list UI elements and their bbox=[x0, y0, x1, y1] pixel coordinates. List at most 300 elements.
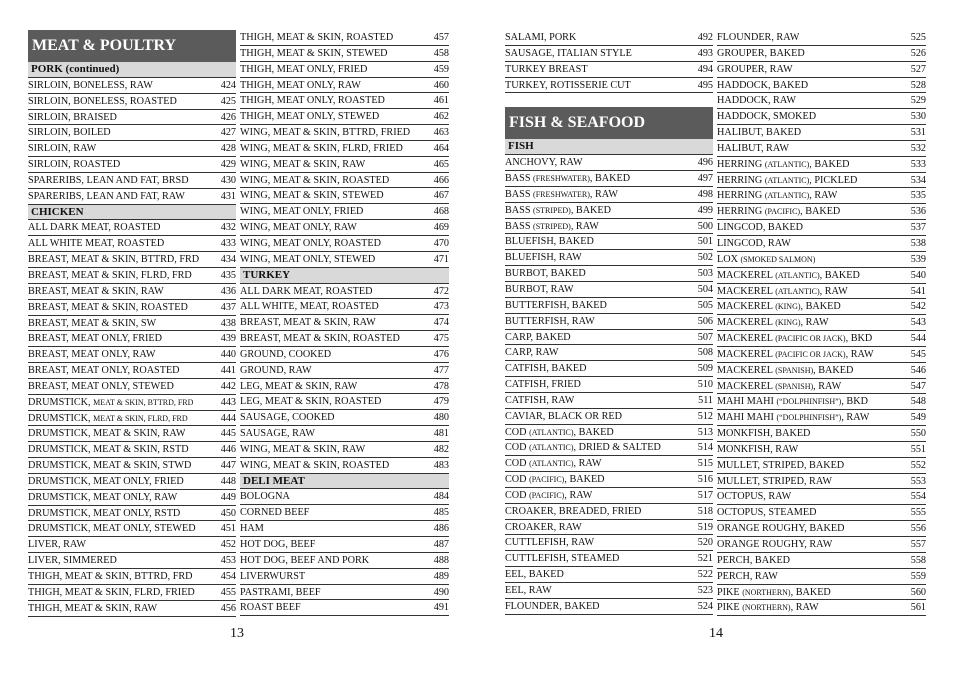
food-row bbox=[240, 553, 449, 569]
food-code: 499 bbox=[697, 204, 713, 216]
food-code: 518 bbox=[697, 505, 713, 517]
food-name-text: HERRING bbox=[717, 174, 765, 186]
food-name-text: BURBOT, RAW bbox=[505, 283, 574, 295]
food-name-qualifier: MEAT & SKIN, FLRD, FRD bbox=[93, 413, 188, 423]
food-code: 475 bbox=[433, 333, 449, 345]
food-name bbox=[28, 363, 180, 378]
food-name-tail: , BAKED bbox=[809, 158, 850, 170]
food-code: 506 bbox=[697, 315, 713, 327]
food-code: 447 bbox=[220, 460, 236, 472]
food-code: 530 bbox=[910, 111, 926, 123]
food-row bbox=[717, 125, 926, 141]
food-name bbox=[28, 521, 196, 536]
food-row bbox=[717, 173, 926, 189]
food-code: 553 bbox=[910, 475, 926, 487]
food-name-text: LINGCOD, BAKED bbox=[717, 222, 804, 234]
food-name bbox=[240, 521, 264, 536]
food-row bbox=[717, 585, 926, 601]
food-row bbox=[717, 315, 926, 331]
food-name-text: HAM bbox=[240, 523, 264, 535]
food-code: 511 bbox=[698, 394, 713, 406]
food-name bbox=[240, 442, 365, 457]
column-1 bbox=[28, 30, 236, 617]
food-name-text: LEG, MEAT & SKIN, ROASTED bbox=[240, 396, 382, 408]
food-row bbox=[505, 520, 713, 536]
food-name-text: SPARERIBS, LEAN AND FAT, RAW bbox=[28, 190, 185, 202]
food-name bbox=[505, 46, 632, 61]
food-row bbox=[240, 505, 449, 521]
food-row bbox=[505, 298, 713, 314]
food-name-text: MACKEREL bbox=[717, 348, 776, 360]
food-code: 434 bbox=[220, 254, 236, 266]
food-row bbox=[240, 125, 449, 141]
food-row bbox=[28, 268, 236, 284]
food-code: 545 bbox=[910, 348, 926, 360]
food-code: 502 bbox=[697, 252, 713, 264]
food-name-text: HERRING bbox=[717, 190, 765, 202]
food-name-text: COD bbox=[505, 442, 530, 454]
food-name-text: SIRLOIN, BONELESS, ROASTED bbox=[28, 95, 177, 107]
food-name-text: PIKE bbox=[717, 586, 743, 598]
food-row bbox=[717, 474, 926, 490]
food-name-text: SAUSAGE, ITALIAN STYLE bbox=[505, 47, 632, 59]
food-code: 554 bbox=[910, 491, 926, 503]
food-row bbox=[240, 347, 449, 363]
food-code: 441 bbox=[220, 365, 236, 377]
food-name-qualifier: (ATLANTIC) bbox=[764, 191, 810, 201]
food-row bbox=[505, 250, 713, 266]
food-code: 461 bbox=[433, 95, 449, 107]
food-name-text: BREAST, MEAT & SKIN, RAW bbox=[240, 317, 376, 329]
food-name-qualifier: (PACIFIC) bbox=[529, 490, 565, 500]
food-name-text: EEL, BAKED bbox=[505, 569, 564, 581]
food-name-qualifier: (NORTHERN) bbox=[742, 587, 791, 597]
food-code: 430 bbox=[220, 174, 236, 186]
food-code: 452 bbox=[220, 539, 236, 551]
food-code: 458 bbox=[433, 47, 449, 59]
food-name-text: SPARERIBS, LEAN AND FAT, BRSD bbox=[28, 174, 189, 186]
food-name-text: SIRLOIN, BONELESS, RAW bbox=[28, 79, 153, 91]
food-code: 464 bbox=[433, 142, 449, 154]
food-code: 505 bbox=[697, 299, 713, 311]
food-code: 473 bbox=[433, 301, 449, 313]
food-name bbox=[240, 331, 400, 346]
food-name-qualifier: (KING) bbox=[775, 318, 801, 328]
food-row bbox=[505, 472, 713, 488]
food-code: 550 bbox=[910, 428, 926, 440]
food-code: 512 bbox=[697, 410, 713, 422]
food-row bbox=[717, 505, 926, 521]
food-name-text: DRUMSTICK, MEAT & SKIN, RSTD bbox=[28, 444, 189, 456]
food-code: 474 bbox=[433, 317, 449, 329]
food-code: 524 bbox=[697, 600, 713, 612]
food-code: 463 bbox=[433, 127, 449, 139]
food-name-qualifier: (“DOLPHINFISH”) bbox=[776, 397, 842, 407]
food-name-text: ALL WHITE MEAT, ROASTED bbox=[28, 238, 165, 250]
food-row bbox=[240, 379, 449, 395]
food-name-text: DRUMSTICK, bbox=[28, 396, 94, 408]
food-name bbox=[28, 173, 189, 188]
food-code: 529 bbox=[910, 95, 926, 107]
food-row bbox=[717, 109, 926, 125]
food-name-text: THIGH, MEAT & SKIN, BTTRD, FRD bbox=[28, 571, 193, 582]
food-name bbox=[505, 330, 571, 345]
food-name-text: MACKEREL bbox=[717, 333, 776, 345]
food-name-text: MULLET, STRIPED, RAW bbox=[717, 475, 833, 487]
food-name bbox=[505, 250, 582, 265]
food-name bbox=[240, 458, 389, 473]
food-row bbox=[240, 188, 449, 204]
food-code: 435 bbox=[220, 269, 236, 281]
food-name-text: MACKEREL bbox=[717, 301, 776, 313]
food-name bbox=[28, 569, 193, 584]
food-name bbox=[28, 220, 160, 235]
food-row bbox=[28, 458, 236, 474]
food-code: 543 bbox=[910, 317, 926, 329]
food-name bbox=[240, 299, 379, 314]
food-name bbox=[505, 425, 614, 440]
food-name bbox=[717, 93, 796, 108]
food-name bbox=[28, 252, 199, 267]
food-name bbox=[240, 204, 363, 219]
food-name bbox=[505, 62, 588, 77]
food-name bbox=[28, 585, 195, 600]
food-row bbox=[28, 316, 236, 332]
food-name bbox=[505, 440, 661, 455]
food-name bbox=[717, 394, 868, 409]
food-name-text: MONKFISH, BAKED bbox=[717, 428, 811, 440]
food-name-tail: , BAKED bbox=[813, 364, 854, 376]
food-row bbox=[28, 284, 236, 300]
food-code: 457 bbox=[433, 32, 449, 43]
food-name-tail: , BAKED bbox=[819, 269, 860, 281]
food-row bbox=[717, 93, 926, 109]
food-name-qualifier: (SPANISH) bbox=[775, 381, 814, 391]
food-name bbox=[505, 504, 641, 519]
food-name-qualifier: (NORTHERN) bbox=[742, 603, 791, 613]
food-code: 448 bbox=[220, 475, 236, 487]
food-name bbox=[717, 109, 816, 124]
food-row bbox=[505, 377, 713, 393]
food-name-text: WING, MEAT ONLY, RAW bbox=[240, 222, 357, 234]
food-row bbox=[240, 410, 449, 426]
food-row bbox=[240, 458, 449, 474]
food-name-text: WING, MEAT ONLY, STEWED bbox=[240, 253, 376, 265]
food-name bbox=[28, 316, 156, 331]
food-name bbox=[717, 363, 853, 378]
food-name bbox=[717, 489, 791, 504]
food-row bbox=[505, 30, 713, 46]
food-name-text: OCTOPUS, STEAMED bbox=[717, 507, 817, 519]
food-row bbox=[28, 537, 236, 553]
food-name-text: WING, MEAT & SKIN, ROASTED bbox=[240, 459, 390, 471]
food-list-col4 bbox=[717, 30, 926, 616]
food-name-text: MACKEREL bbox=[717, 269, 776, 281]
food-name bbox=[240, 125, 410, 140]
food-name bbox=[505, 298, 607, 313]
food-name bbox=[28, 395, 193, 410]
food-code: 425 bbox=[220, 95, 236, 107]
food-name-text: DRUMSTICK, MEAT & SKIN, RAW bbox=[28, 428, 186, 440]
food-code: 497 bbox=[697, 173, 713, 185]
food-name bbox=[28, 442, 189, 457]
food-name-text: PASTRAMI, BEEF bbox=[240, 586, 321, 598]
food-row bbox=[28, 347, 236, 363]
food-row bbox=[717, 204, 926, 220]
food-name-text: BUTTERFISH, BAKED bbox=[505, 299, 607, 311]
food-row bbox=[717, 299, 926, 315]
food-code: 468 bbox=[433, 206, 449, 218]
food-code: 439 bbox=[220, 333, 236, 345]
food-name-qualifier: (STRIPED) bbox=[533, 221, 571, 231]
food-row bbox=[717, 426, 926, 442]
food-row bbox=[505, 345, 713, 361]
food-row bbox=[240, 252, 449, 268]
food-row bbox=[717, 600, 926, 616]
food-code: 442 bbox=[220, 380, 236, 392]
food-code: 427 bbox=[220, 127, 236, 139]
food-name bbox=[28, 331, 162, 346]
food-name bbox=[28, 426, 185, 441]
food-name bbox=[240, 600, 301, 615]
food-code: 431 bbox=[220, 190, 236, 202]
food-name bbox=[505, 472, 605, 487]
food-code: 541 bbox=[910, 285, 926, 297]
food-row bbox=[28, 252, 236, 268]
food-row bbox=[240, 284, 449, 300]
food-name-tail: , RAW bbox=[819, 285, 848, 297]
section-heading-label: FISH bbox=[508, 140, 534, 153]
food-name bbox=[240, 410, 335, 425]
food-row bbox=[240, 521, 449, 537]
food-name bbox=[717, 220, 803, 235]
food-code: 561 bbox=[910, 602, 926, 614]
food-name bbox=[505, 599, 600, 614]
food-row bbox=[240, 569, 449, 585]
food-row bbox=[240, 426, 449, 442]
food-name bbox=[28, 300, 188, 315]
food-name bbox=[717, 157, 849, 172]
food-name bbox=[240, 569, 305, 584]
food-row bbox=[717, 363, 926, 379]
food-name-text: BLUEFISH, BAKED bbox=[505, 236, 594, 248]
food-name bbox=[717, 553, 790, 568]
food-code: 492 bbox=[697, 32, 713, 43]
food-row bbox=[717, 46, 926, 62]
food-name-tail: , RAW bbox=[564, 489, 593, 501]
food-name-qualifier: (ATLANTIC) bbox=[764, 175, 810, 185]
food-name-qualifier: (SPANISH) bbox=[775, 365, 814, 375]
food-name-text: THIGH, MEAT ONLY, RAW bbox=[240, 79, 361, 91]
food-name-text: BREAST, MEAT & SKIN, SW bbox=[28, 317, 157, 329]
food-name bbox=[28, 189, 185, 204]
food-code: 522 bbox=[697, 569, 713, 581]
food-code: 547 bbox=[910, 380, 926, 392]
food-name-tail: , RAW bbox=[800, 317, 829, 329]
food-code: 517 bbox=[697, 489, 713, 501]
food-name-tail: , BAKED bbox=[790, 586, 831, 598]
food-name bbox=[505, 234, 594, 249]
food-name-tail: , RAW bbox=[809, 190, 838, 202]
food-name bbox=[240, 93, 385, 108]
food-row bbox=[505, 155, 713, 171]
food-row bbox=[505, 504, 713, 520]
food-row bbox=[717, 141, 926, 157]
food-name-text: SAUSAGE, RAW bbox=[240, 428, 316, 440]
food-row bbox=[717, 331, 926, 347]
food-name bbox=[240, 505, 309, 520]
food-name bbox=[717, 521, 844, 536]
food-name-qualifier: (PACIFIC OR JACK) bbox=[775, 334, 846, 344]
food-row bbox=[240, 363, 449, 379]
food-row bbox=[28, 521, 236, 537]
food-name bbox=[717, 474, 832, 489]
food-name-qualifier: (SMOKED SALMON) bbox=[740, 254, 816, 264]
food-name bbox=[240, 379, 357, 394]
food-name bbox=[505, 314, 595, 329]
food-name bbox=[505, 282, 574, 297]
food-name-text: HADDOCK, RAW bbox=[717, 95, 796, 107]
food-name-text: DRUMSTICK, MEAT ONLY, RAW bbox=[28, 491, 178, 503]
section-heading-label: DELI MEAT bbox=[243, 474, 305, 487]
food-code: 428 bbox=[220, 143, 236, 155]
food-name bbox=[240, 46, 388, 61]
food-code: 432 bbox=[220, 222, 236, 234]
food-row bbox=[505, 219, 713, 235]
food-row bbox=[717, 30, 926, 46]
food-name-text: WING, MEAT & SKIN, STEWED bbox=[240, 190, 384, 202]
food-name bbox=[240, 236, 381, 251]
food-name bbox=[240, 347, 331, 362]
food-name-text: WING, MEAT & SKIN, BTTRD, FRIED bbox=[240, 127, 411, 139]
food-row bbox=[240, 173, 449, 189]
food-name-text: SAUSAGE, COOKED bbox=[240, 412, 335, 424]
food-name-text: CUTTLEFISH, STEAMED bbox=[505, 553, 620, 565]
food-name bbox=[717, 426, 810, 441]
food-row bbox=[717, 458, 926, 474]
food-name-tail: , PICKLED bbox=[809, 174, 858, 186]
food-name bbox=[28, 347, 156, 362]
food-row bbox=[28, 220, 236, 236]
food-name bbox=[505, 488, 592, 503]
food-name bbox=[28, 601, 157, 616]
food-name-text: THIGH, MEAT ONLY, STEWED bbox=[240, 111, 380, 123]
food-code: 460 bbox=[433, 79, 449, 91]
food-code: 513 bbox=[697, 426, 713, 438]
food-name-tail: , RAW bbox=[573, 458, 602, 470]
food-name-text: BREAST, MEAT & SKIN, RAW bbox=[28, 285, 164, 297]
food-code: 515 bbox=[697, 458, 713, 470]
section-heading bbox=[28, 62, 236, 78]
food-row bbox=[28, 125, 236, 141]
food-row bbox=[28, 110, 236, 126]
food-name-text: THIGH, MEAT & SKIN, RAW bbox=[28, 602, 158, 614]
food-name-tail: , RAW bbox=[813, 380, 842, 392]
food-row bbox=[240, 220, 449, 236]
food-code: 433 bbox=[220, 238, 236, 250]
food-name bbox=[505, 520, 582, 535]
food-name-text: BASS bbox=[505, 220, 534, 232]
food-code: 557 bbox=[910, 539, 926, 550]
food-name bbox=[717, 600, 819, 615]
food-code: 525 bbox=[910, 32, 926, 43]
food-code: 544 bbox=[910, 333, 926, 345]
food-name bbox=[240, 109, 379, 124]
food-row bbox=[505, 583, 713, 599]
food-row bbox=[505, 409, 713, 425]
food-name-text: BLUEFISH, RAW bbox=[505, 252, 582, 264]
food-name-text: BASS bbox=[505, 173, 534, 185]
food-row bbox=[505, 46, 713, 62]
food-name-text: EEL, RAW bbox=[505, 585, 552, 596]
column-3 bbox=[505, 30, 713, 615]
food-name-text: CUTTLEFISH, RAW bbox=[505, 537, 595, 549]
food-row bbox=[28, 474, 236, 490]
food-row bbox=[717, 394, 926, 410]
food-name bbox=[717, 62, 793, 77]
food-name bbox=[28, 94, 177, 109]
food-code: 445 bbox=[220, 428, 236, 440]
food-code: 551 bbox=[910, 443, 926, 455]
food-name bbox=[717, 30, 799, 45]
food-row bbox=[717, 236, 926, 252]
food-name-text: TURKEY BREAST bbox=[505, 63, 588, 75]
food-list-col2 bbox=[240, 30, 449, 616]
spacer bbox=[505, 93, 713, 107]
food-name-text: THIGH, MEAT & SKIN, ROASTED bbox=[240, 32, 394, 43]
food-code: 470 bbox=[433, 237, 449, 249]
food-name-text: BOLOGNA bbox=[240, 491, 290, 503]
food-name-tail: , RAW bbox=[845, 348, 874, 360]
food-row bbox=[717, 78, 926, 94]
food-code: 534 bbox=[910, 174, 926, 186]
food-name-text: ORANGE ROUGHY, BAKED bbox=[717, 523, 845, 535]
food-name-text: DRUMSTICK, MEAT & SKIN, STWD bbox=[28, 460, 192, 472]
food-row bbox=[505, 330, 713, 346]
food-name-tail: , BAKED bbox=[570, 204, 611, 216]
food-row bbox=[28, 363, 236, 379]
food-row bbox=[240, 299, 449, 315]
food-code: 520 bbox=[697, 537, 713, 549]
food-row bbox=[505, 361, 713, 377]
food-code: 495 bbox=[697, 79, 713, 91]
food-name bbox=[240, 315, 376, 330]
food-code: 488 bbox=[433, 554, 449, 566]
food-name-text: MONKFISH, RAW bbox=[717, 443, 799, 455]
food-name-text: COD bbox=[505, 489, 530, 501]
food-row bbox=[717, 442, 926, 458]
food-name-text: HALIBUT, BAKED bbox=[717, 127, 802, 139]
food-name bbox=[505, 266, 586, 281]
food-row bbox=[240, 489, 449, 505]
food-row bbox=[28, 157, 236, 173]
food-row bbox=[717, 553, 926, 569]
food-code: 548 bbox=[910, 396, 926, 408]
food-row bbox=[505, 551, 713, 567]
food-name bbox=[505, 567, 564, 582]
food-name bbox=[717, 204, 840, 219]
food-row bbox=[505, 171, 713, 187]
food-name-text: FLOUNDER, RAW bbox=[717, 32, 800, 43]
food-name-text: BREAST, MEAT & SKIN, BTTRD, FRD bbox=[28, 254, 200, 266]
food-row bbox=[240, 93, 449, 109]
food-row bbox=[28, 490, 236, 506]
food-name bbox=[240, 363, 312, 378]
food-name-text: MACKEREL bbox=[717, 364, 776, 376]
food-code: 465 bbox=[433, 158, 449, 170]
food-code: 552 bbox=[910, 459, 926, 471]
food-name bbox=[717, 236, 791, 251]
